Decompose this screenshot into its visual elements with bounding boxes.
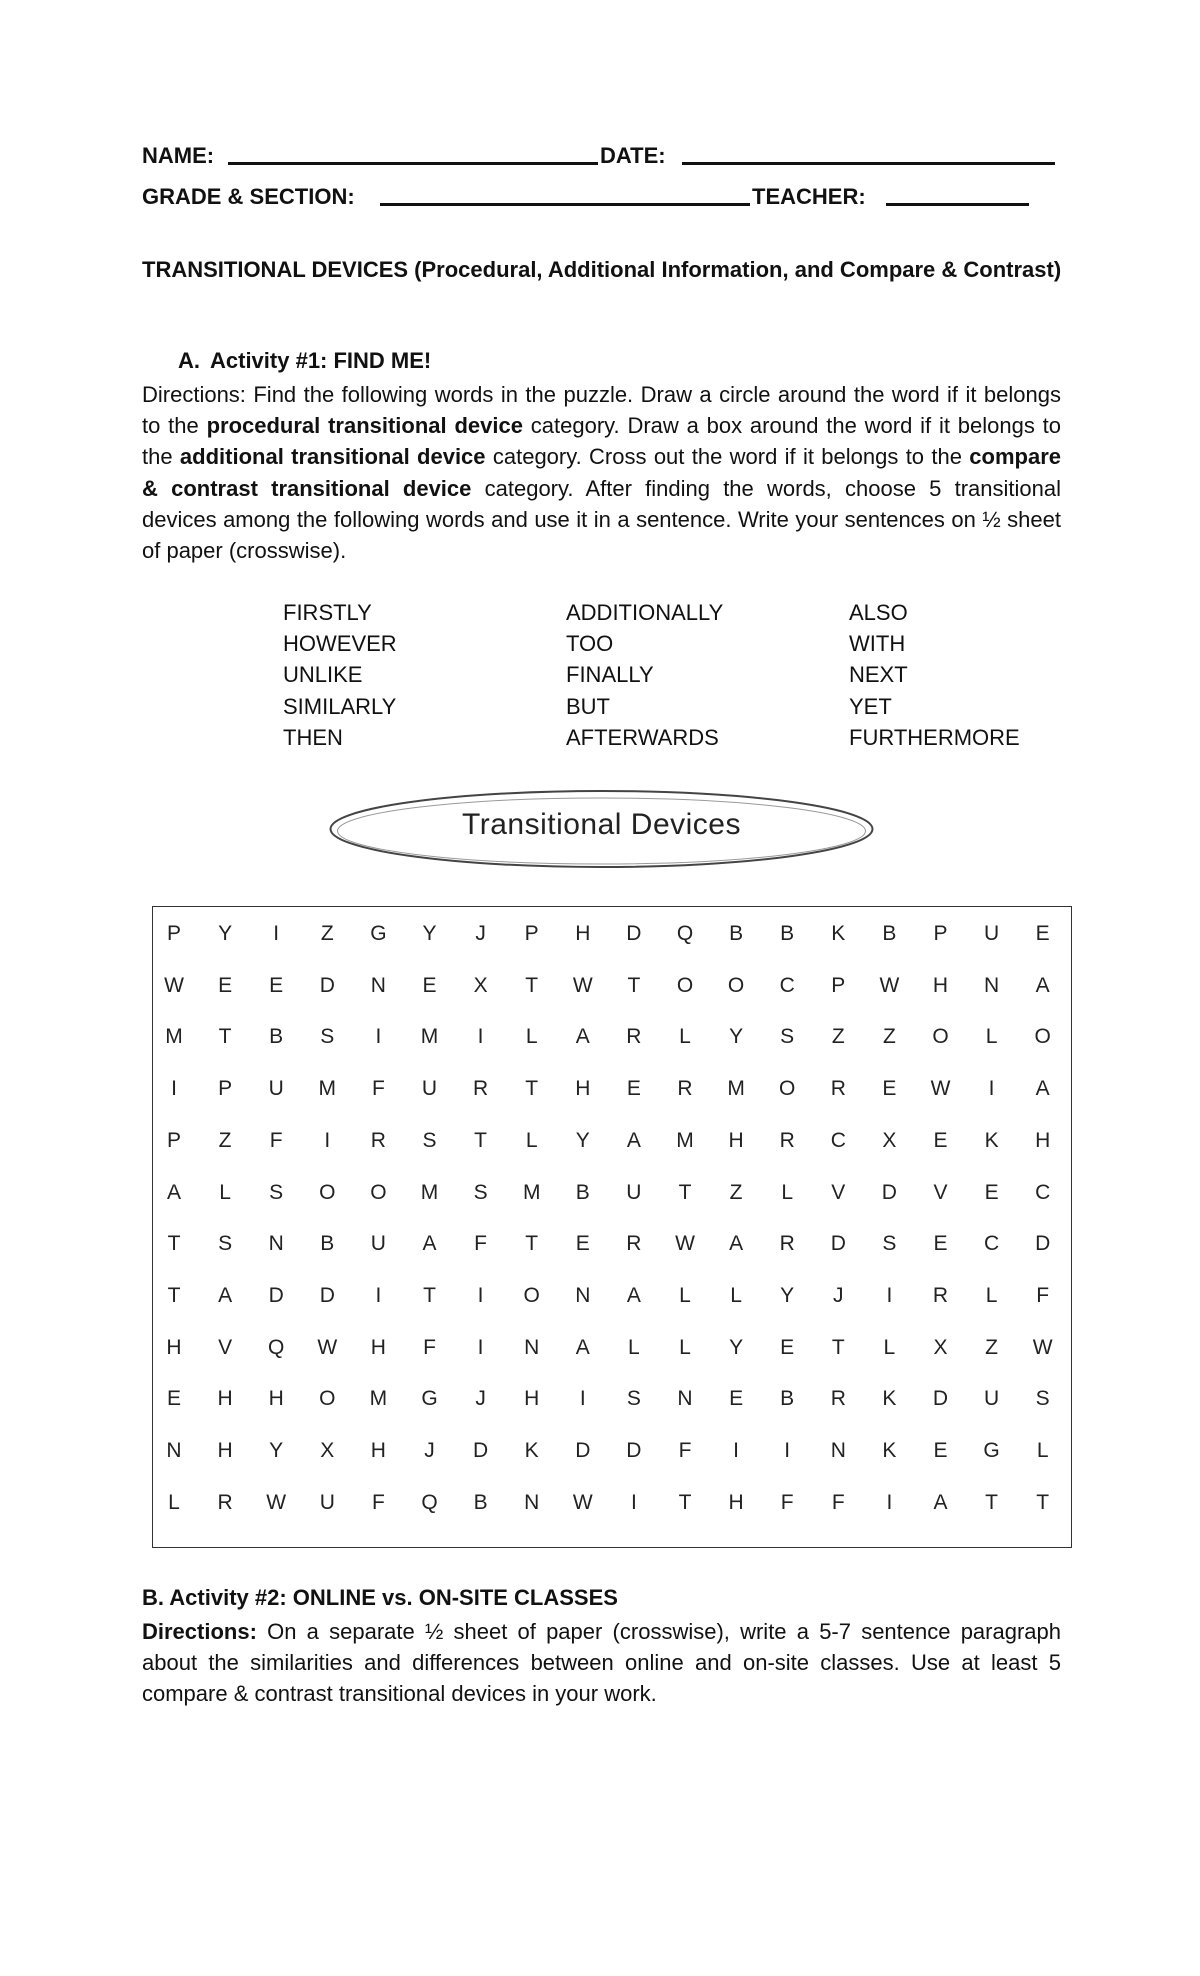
directions-text: category. Cross out the word if it belongs to the [485,444,970,470]
grid-letter[interactable]: K [882,1387,897,1411]
grid-letter[interactable]: K [524,1439,539,1462]
grid-letter[interactable]: O [370,1180,387,1204]
grid-letter[interactable]: N [524,1335,540,1359]
directions-text: category. Draw a box around the word if it belongs to the [142,413,1061,470]
grid-letter[interactable]: A [626,1283,641,1307]
grid-letter[interactable]: W [879,973,900,997]
grid-letter[interactable]: W [317,1335,338,1359]
grid-letter[interactable]: M [318,1077,337,1101]
grid-letter[interactable]: I [324,1128,331,1152]
activity-a-directions [142,379,1061,566]
grid-letter[interactable]: N [166,1439,182,1462]
grid-letter[interactable]: E [933,1439,948,1462]
worksheet-title: TRANSITIONAL DEVICES (Procedural, Additional Information, and Compare & Contrast) [142,257,1062,282]
grid-letter[interactable]: L [985,1283,998,1307]
grid-letter[interactable]: M [676,1128,694,1152]
grid-letter[interactable]: A [1035,1077,1050,1101]
grid-letter[interactable]: C [830,1128,846,1152]
word-list-item: UNLIKE [283,662,363,688]
grid-letter[interactable]: R [830,1077,846,1101]
grid-letter[interactable]: F [371,1077,385,1101]
grid-row [153,1229,1071,1259]
grid-letter[interactable]: I [273,922,280,945]
grid-letter[interactable]: I [733,1439,740,1462]
grid-letter[interactable]: D [575,1439,591,1462]
activity-a-heading [178,348,431,374]
grid-letter[interactable]: R [473,1077,489,1101]
word-list-item: NEXT [849,662,908,688]
grid-letter[interactable]: B [882,922,897,945]
grid-letter[interactable]: D [473,1439,489,1462]
grid-letter[interactable]: F [1036,1283,1050,1307]
grid-letter[interactable]: P [218,1077,233,1101]
grid-letter[interactable]: U [268,1077,284,1101]
grid-row [153,1074,1071,1104]
grid-letter[interactable]: O [319,1387,336,1411]
grid-letter[interactable]: F [269,1128,283,1152]
grid-letter[interactable]: V [831,1180,846,1204]
grid-letter[interactable]: E [269,973,284,997]
grid-letter[interactable]: S [218,1232,233,1256]
grid-letter[interactable]: A [626,1128,641,1152]
grid-letter[interactable]: T [525,973,539,997]
grid-letter[interactable]: S [780,1025,795,1049]
grid-letter[interactable]: Y [729,1025,744,1049]
word-list-item: BUT [566,693,610,719]
grid-letter[interactable]: W [572,973,593,997]
grid-letter[interactable]: L [525,1025,538,1049]
grid-letter[interactable]: K [882,1439,897,1462]
grid-letter[interactable]: T [423,1283,436,1307]
grid-letter[interactable]: S [626,1387,641,1411]
grid-letter[interactable]: E [626,1077,641,1101]
grid-row [153,971,1071,1001]
grid-letter[interactable]: O [727,973,745,997]
grid-letter[interactable]: I [886,1490,893,1514]
activity-a-title: Activity #1: FIND ME! [210,348,432,373]
grid-letter[interactable]: O [779,1077,796,1101]
word-list-item: YET [849,693,892,719]
word-list-item: ADDITIONALLY [566,600,724,625]
grid-letter[interactable]: T [167,1283,181,1307]
grid-letter[interactable]: E [780,1335,795,1359]
grid-letter[interactable]: P [831,973,846,997]
additional-category: additional transitional device [179,444,486,470]
grid-letter[interactable]: D [932,1387,949,1411]
grid-letter[interactable]: T [218,1025,232,1049]
grid-letter[interactable]: F [780,1490,794,1514]
grid-letter[interactable]: C [984,1232,1000,1256]
grid-row [153,1022,1071,1052]
grid-row [153,1126,1071,1156]
word-list-column-2 [566,597,723,753]
grid-letter[interactable]: T [1036,1490,1050,1514]
grid-letter[interactable]: H [524,1387,540,1411]
grid-letter[interactable]: M [420,1025,439,1049]
grid-letter[interactable]: L [985,1025,998,1049]
grid-letter[interactable]: W [164,973,184,997]
grid-letter[interactable]: Z [882,1025,896,1049]
grid-letter[interactable]: E [729,1387,744,1411]
grid-row [153,919,1071,949]
grid-letter[interactable]: T [678,1490,692,1514]
grid-letter[interactable]: Q [268,1335,285,1359]
grid-letter[interactable]: J [833,1283,844,1307]
grid-letter[interactable]: M [369,1387,388,1411]
grid-letter[interactable]: G [370,922,387,945]
grid-letter[interactable]: I [886,1283,893,1307]
grid-letter[interactable]: L [679,1283,691,1307]
grid-letter[interactable]: L [679,1335,691,1359]
grid-letter[interactable]: O [1034,1025,1051,1049]
grid-letter[interactable]: M [727,1077,745,1101]
grid-letter[interactable]: X [320,1439,335,1462]
word-list-item: THEN [283,724,343,750]
grid-letter[interactable]: Y [422,922,437,945]
grid-letter[interactable]: E [166,1387,181,1411]
grid-letter[interactable]: R [217,1490,233,1514]
grid-letter[interactable]: L [525,1128,538,1152]
grid-letter[interactable]: Z [729,1180,743,1204]
grid-letter[interactable]: L [679,1025,691,1049]
grid-letter[interactable]: F [678,1439,692,1462]
teacher-label: TEACHER: [752,184,866,209]
grid-letter[interactable]: J [475,922,486,945]
grid-letter[interactable]: U [984,922,1000,945]
word-list-item: FIRSTLY [283,600,372,625]
grid-letter[interactable]: T [167,1232,181,1256]
grid-letter[interactable]: S [473,1180,488,1204]
grid-letter[interactable]: H [217,1387,233,1411]
grid-letter[interactable]: N [830,1439,846,1462]
grid-letter[interactable]: H [370,1335,386,1359]
activity-a-letter: A. [178,348,200,373]
grid-letter[interactable]: H [268,1387,284,1411]
teacher-blank-line[interactable] [886,203,1029,206]
grid-letter[interactable]: I [375,1025,382,1049]
grid-letter[interactable]: I [477,1335,484,1359]
grid-letter[interactable]: M [522,1180,541,1204]
grid-letter[interactable]: D [881,1180,897,1204]
grid-letter[interactable]: F [371,1490,385,1514]
grid-letter[interactable]: U [421,1077,438,1101]
grid-letter[interactable]: M [420,1180,439,1204]
word-list-item: HOWEVER [283,631,397,657]
grid-letter[interactable]: H [932,973,949,997]
grid-letter[interactable]: P [933,922,948,945]
grid-letter[interactable]: L [628,1335,640,1359]
directions-text: Directions: Find the following words in the puzzle. Draw a circle around the word if it belongs to the [142,382,1061,439]
grid-letter[interactable]: R [830,1387,846,1411]
grid-letter[interactable]: N [575,1283,591,1307]
grid-letter[interactable]: T [474,1128,487,1152]
grid-letter[interactable]: U [984,1387,1000,1411]
grid-letter[interactable]: V [933,1180,948,1204]
grid-letter[interactable]: R [370,1128,386,1152]
grid-letter[interactable]: R [779,1232,795,1256]
grid-letter[interactable]: A [575,1025,590,1049]
directions-text: On a separate ½ sheet of paper (crosswise), write a 5-7 sentence paragraph about the similarities and differences between online and on-site classes. Use at least 5 compare & contrast transitional devices in your work. [142,1619,1061,1707]
grid-letter[interactable]: W [1032,1335,1053,1359]
grid-letter[interactable]: H [575,1077,591,1101]
grid-letter[interactable]: I [375,1283,382,1307]
compare-contrast-category: compare & contrast transitional device [142,444,1061,501]
grid-letter[interactable]: Y [218,922,233,945]
grid-row [153,1281,1071,1311]
grid-letter[interactable]: J [475,1387,486,1411]
grid-letter[interactable]: I [784,1439,791,1462]
word-list-item: WITH [849,631,906,657]
grid-letter[interactable]: A [166,1180,181,1204]
grid-letter[interactable]: Q [421,1490,438,1514]
grid-letter[interactable]: A [729,1232,744,1256]
word-list-item: SIMILARLY [283,693,397,719]
grid-letter[interactable]: T [525,1232,539,1256]
grid-letter[interactable]: M [165,1025,183,1049]
grid-letter[interactable]: R [626,1025,642,1049]
grid-letter[interactable]: B [780,922,795,945]
word-search-grid[interactable] [152,906,1072,1548]
grid-letter[interactable]: T [678,1180,692,1204]
grid-letter[interactable]: C [1035,1180,1051,1204]
grid-letter[interactable]: B [320,1232,335,1256]
grid-letter[interactable]: I [477,1283,484,1307]
grid-row [153,1333,1071,1363]
grid-letter[interactable]: W [266,1490,287,1514]
grid-letter[interactable]: F [474,1232,487,1256]
grid-letter[interactable]: L [1036,1439,1049,1462]
grid-row [153,1178,1071,1208]
grid-letter[interactable]: D [626,922,642,945]
grid-letter[interactable]: Q [676,922,694,945]
grid-letter[interactable]: T [831,1335,845,1359]
date-label: DATE: [600,143,666,168]
grid-letter[interactable]: X [473,973,488,997]
grid-letter[interactable]: U [319,1490,335,1514]
grid-letter[interactable]: B [575,1180,590,1204]
grid-letter[interactable]: G [421,1387,438,1411]
grid-letter[interactable]: I [988,1077,995,1101]
grid-letter[interactable]: H [575,922,591,945]
grid-letter[interactable]: J [424,1439,435,1462]
grid-letter[interactable]: L [219,1180,231,1204]
grid-row [153,1384,1071,1414]
grid-letter[interactable]: K [984,1128,999,1152]
grid-letter[interactable]: L [781,1180,794,1204]
grid-letter[interactable]: A [1035,973,1050,997]
grid-letter[interactable]: Y [575,1128,590,1152]
grid-letter[interactable]: A [575,1335,590,1359]
word-list-item: TOO [566,631,614,657]
grid-letter[interactable]: C [779,973,795,997]
grid-letter[interactable]: A [933,1490,948,1514]
grid-letter[interactable]: B [269,1025,284,1049]
grid-letter[interactable]: P [166,922,181,945]
grid-letter[interactable]: E [882,1077,897,1101]
grid-letter[interactable]: R [677,1077,693,1101]
grid-letter[interactable]: B [780,1387,795,1411]
grid-letter[interactable]: I [171,1077,177,1101]
grid-letter[interactable]: Z [218,1128,232,1152]
grid-letter[interactable]: H [370,1439,386,1462]
grid-letter[interactable]: O [676,973,694,997]
grid-letter[interactable]: H [217,1439,233,1462]
grid-letter[interactable]: Z [831,1025,845,1049]
grid-letter[interactable]: X [882,1128,897,1152]
grid-letter[interactable]: U [370,1232,386,1256]
grid-letter[interactable]: U [626,1180,642,1204]
grid-letter[interactable]: W [675,1232,695,1256]
grid-letter[interactable]: E [575,1232,590,1256]
grid-letter[interactable]: R [932,1283,949,1307]
grid-letter[interactable]: H [728,1128,744,1152]
grid-letter[interactable]: D [626,1439,642,1462]
grid-letter[interactable]: H [166,1335,182,1359]
grid-letter[interactable]: E [984,1180,999,1204]
grid-letter[interactable]: X [933,1335,948,1359]
grid-letter[interactable]: N [524,1490,540,1514]
grid-letter[interactable]: N [984,973,1000,997]
grid-letter[interactable]: L [883,1335,896,1359]
grid-letter[interactable]: F [831,1490,845,1514]
grid-letter[interactable]: V [218,1335,233,1359]
grid-letter[interactable]: P [524,922,539,945]
grid-letter[interactable]: D [1035,1232,1051,1256]
grid-letter[interactable]: F [423,1335,436,1359]
grid-row [153,1488,1071,1518]
word-list-item: FURTHERMORE [849,724,1020,750]
grid-letter[interactable]: E [422,973,437,997]
word-list-column-1 [283,597,397,753]
grid-letter[interactable]: I [630,1490,637,1514]
grid-letter[interactable]: Y [729,1335,744,1359]
transitional-devices-banner [328,788,875,870]
activity-b-heading: B. Activity #2: ONLINE vs. ON-SITE CLASSES [142,1585,618,1610]
grid-letter[interactable]: P [166,1128,181,1152]
name-label: NAME: [142,143,215,168]
grid-letter[interactable]: S [320,1025,335,1049]
grid-letter[interactable]: N [268,1232,284,1256]
grid-letter[interactable]: I [579,1387,586,1411]
grade-section-blank-line[interactable] [380,203,750,206]
grid-letter[interactable]: Z [320,922,334,945]
grid-letter[interactable]: G [983,1439,1000,1462]
grid-letter[interactable]: D [830,1232,846,1256]
grid-letter[interactable]: A [422,1232,437,1256]
activity-b-directions [142,1616,1061,1710]
date-blank-line[interactable] [682,162,1055,165]
word-list-item: FINALLY [566,662,654,688]
banner-title: Transitional Devices [462,808,741,841]
grid-letter[interactable]: R [779,1128,795,1152]
grid-letter[interactable]: H [1035,1128,1051,1152]
grid-letter[interactable]: N [677,1387,693,1411]
directions-label: Directions: [142,1619,257,1644]
word-list-column-3 [849,597,1020,753]
grid-letter[interactable]: T [525,1077,539,1101]
grid-letter[interactable]: T [627,973,641,997]
grid-letter[interactable]: S [882,1232,897,1256]
grid-letter[interactable]: S [1035,1387,1050,1411]
grid-letter[interactable]: B [729,922,744,945]
word-list-item: AFTERWARDS [566,724,719,750]
grid-letter[interactable]: K [831,922,846,945]
grid-letter[interactable]: L [730,1283,742,1307]
grid-letter[interactable]: T [985,1490,998,1514]
grid-letter[interactable]: W [930,1077,951,1101]
grid-letter[interactable]: O [523,1283,540,1307]
procedural-category: procedural transitional device [206,413,523,439]
grid-letter[interactable]: D [319,973,335,997]
grid-letter[interactable]: O [932,1025,949,1049]
grid-letter[interactable]: N [370,973,386,997]
grid-letter[interactable]: S [269,1180,284,1204]
grid-letter[interactable]: L [168,1490,180,1514]
grid-letter[interactable]: E [1035,922,1050,945]
grid-letter[interactable]: R [626,1232,642,1256]
grid-letter[interactable]: E [218,973,233,997]
grid-letter[interactable]: A [218,1283,233,1307]
word-list-item: ALSO [849,600,908,625]
grid-letter[interactable]: Y [269,1439,284,1462]
grid-letter[interactable]: H [728,1490,744,1514]
grid-letter[interactable]: W [572,1490,593,1514]
grid-letter[interactable]: Y [780,1283,795,1307]
grid-letter[interactable]: B [473,1490,488,1514]
grid-letter[interactable]: O [319,1180,336,1204]
grid-letter[interactable]: I [477,1025,484,1049]
name-blank-line[interactable] [228,162,598,165]
grid-letter[interactable]: D [268,1283,284,1307]
grade-section-label: GRADE & SECTION: [142,184,355,209]
grid-letter[interactable]: S [422,1128,437,1152]
grid-letter[interactable]: D [319,1283,335,1307]
directions-text: category. After finding the words, choose 5 transitional devices among the following words and use it in a sentence. Write your sentences on ½ sheet of paper (crosswise). [142,475,1062,564]
grid-letter[interactable]: Z [985,1335,998,1359]
grid-letter[interactable]: E [933,1232,948,1256]
grid-letter[interactable]: E [933,1128,948,1152]
grid-row [153,1436,1071,1466]
